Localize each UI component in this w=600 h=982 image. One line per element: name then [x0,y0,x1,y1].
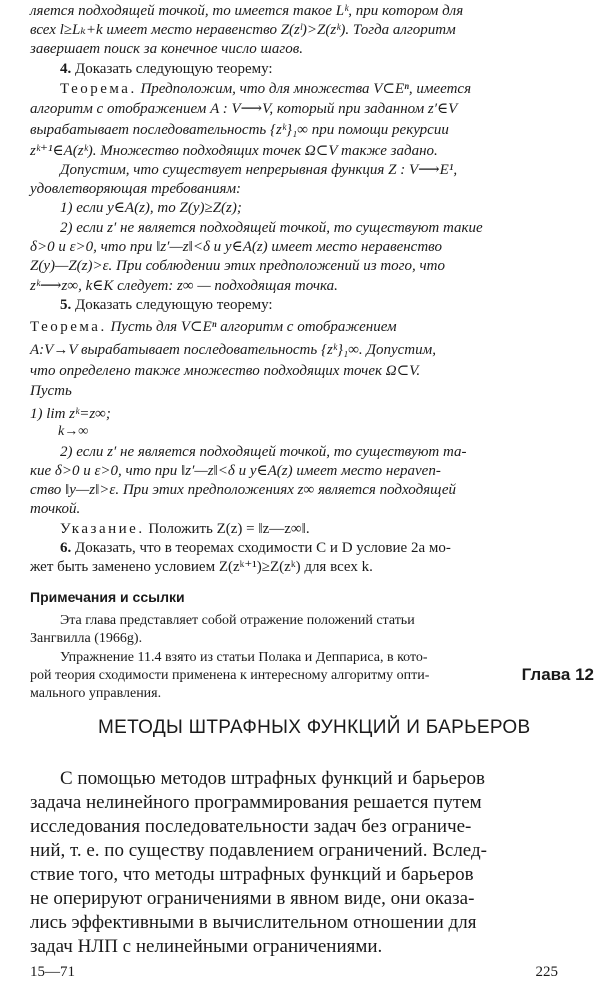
exercise-6-line [60,539,451,558]
theorem-word: Теорема. [30,319,107,335]
notes-paragraph: Упражнение 11.4 взято из статьи Полака и Деппариса, в кото- [60,650,428,665]
chapter-label: Глава 12 [521,665,594,684]
exercise-5-heading [60,296,273,315]
intro-line: С помощью методов штрафных функций и барьеров [60,768,486,789]
theorem-line: A:V→V вырабатывает последовательность {zᵏ}₁∞. Допустим, [30,342,436,358]
condition-line: кие δ>0 и ε>0, что при ‖z′—z‖<δ и y∈A(z) имеет место нераven- [30,463,441,479]
condition-line: Z(y)—Z(z)>ε. При соблюдении этих предположений из того, что [30,258,445,274]
exercise-6-line: жет быть заменено условием Z(zᵏ⁺¹)≥Z(zᵏ) для всех k. [30,559,373,575]
theorem-line: вырабатывает последовательность {zᵏ}₁∞ при помощи рекурсии [30,122,449,138]
exercise-number: 6. [60,540,72,556]
intro-line: ний, т. е. по существу подавлением ограничений. Вслед- [30,840,487,861]
limit-line: 1) lim zᵏ=z∞; [30,406,111,422]
exercise-number: 4. [60,61,72,77]
continuation-line: ляется подходящей точкой, то имеется такое Lᵏ, при котором для [30,3,464,19]
theorem-line: Пусть [30,383,72,399]
theorem-line: удовлетворяющая требованиям: [30,181,242,197]
intro-line: исследования последовательности задач без ограниче- [30,816,472,837]
intro-line: задач НЛП с нелинейными ограничениями. [30,936,383,957]
condition-line: zᵏ⟶z∞, k∈K следует: z∞ — подходящая точка. [30,278,338,294]
condition-line: точкой. [30,501,81,517]
notes-paragraph: Зангвилла (1966g). [30,631,143,646]
printer-signature: 15—71 [30,964,75,980]
exercise-4-heading [60,60,273,79]
theorem-line: zᵏ⁺¹∈A(zᵏ). Множество подходящих точек Ω⊂V также задано. [30,143,438,159]
continuation-line: завершает поиск за конечное число шагов. [30,41,303,57]
theorem-line: что определено также множество подходящих точек Ω⊂V. [30,363,421,379]
hint-line [60,520,310,539]
theorem-word: Теорема. [60,81,137,97]
notes-paragraph: рой теория сходимости применена к интересному алгоритму опти- [30,668,430,683]
theorem-line [60,80,471,99]
chapter-title: МЕТОДЫ ШТРАФНЫХ ФУНКЦИЙ И БАРЬЕРОВ [98,717,531,738]
hint-word: Указание. [60,521,145,537]
intro-line: ствие того, что методы штрафных функций и барьеров [30,864,474,885]
limit-subscript: k→∞ [58,424,89,439]
theorem-line: алгоритм с отображением A : V⟶V, который при заданном z′∈V [30,101,458,117]
notes-title: Примечания и ссылки [30,589,185,605]
page-number: 225 [535,964,558,980]
exercise-text: Доказать следующую теорему: [71,61,273,77]
theorem-line [30,318,397,337]
condition-line: 1) если y∈A(z), то Z(y)≥Z(z); [60,200,242,216]
continuation-line: всех l≥Lₖ+k имеет место неравенство Z(zˡ)>Z(zᵏ). Тогда алгоритм [30,22,456,38]
condition-line: ство ‖y—z‖>ε. При этих предположениях z∞ является подходящей [30,482,457,498]
theorem-text: Предположим, что для множества V⊂Eⁿ, имеется [136,81,472,97]
exercise-text: Доказать следующую теорему: [71,297,273,313]
theorem-line: Допустим, что существует непрерывная функция Z : V⟶E¹, [60,162,458,178]
notes-paragraph: Эта глава представляет собой отражение положений статьи [60,613,415,628]
condition-line: 2) если z′ не является подходящей точкой, то существуют такие [60,220,483,236]
exercise-text: Доказать, что в теоремах сходимости C и D условие 2а мо- [71,540,451,556]
notes-paragraph: мального управления. [30,686,162,701]
theorem-text: Пусть для V⊂Eⁿ алгоритм с отображением [106,319,397,335]
condition-line: δ>0 и ε>0, что при ‖z′—z‖<δ и y∈A(z) имеет место неравенство [30,239,442,255]
hint-text: Положить Z(z) = ‖z—z∞‖. [144,521,310,537]
condition-line: 2) если z′ не является подходящей точкой, то существуют та- [60,444,467,460]
exercise-number: 5. [60,297,72,313]
intro-line: задача нелинейного программирования решается путем [30,792,482,813]
intro-line: не оперируют ограничениями в явном виде, они оказа- [30,888,475,909]
intro-line: лись эффективными в вычислительном отношении для [30,912,477,933]
